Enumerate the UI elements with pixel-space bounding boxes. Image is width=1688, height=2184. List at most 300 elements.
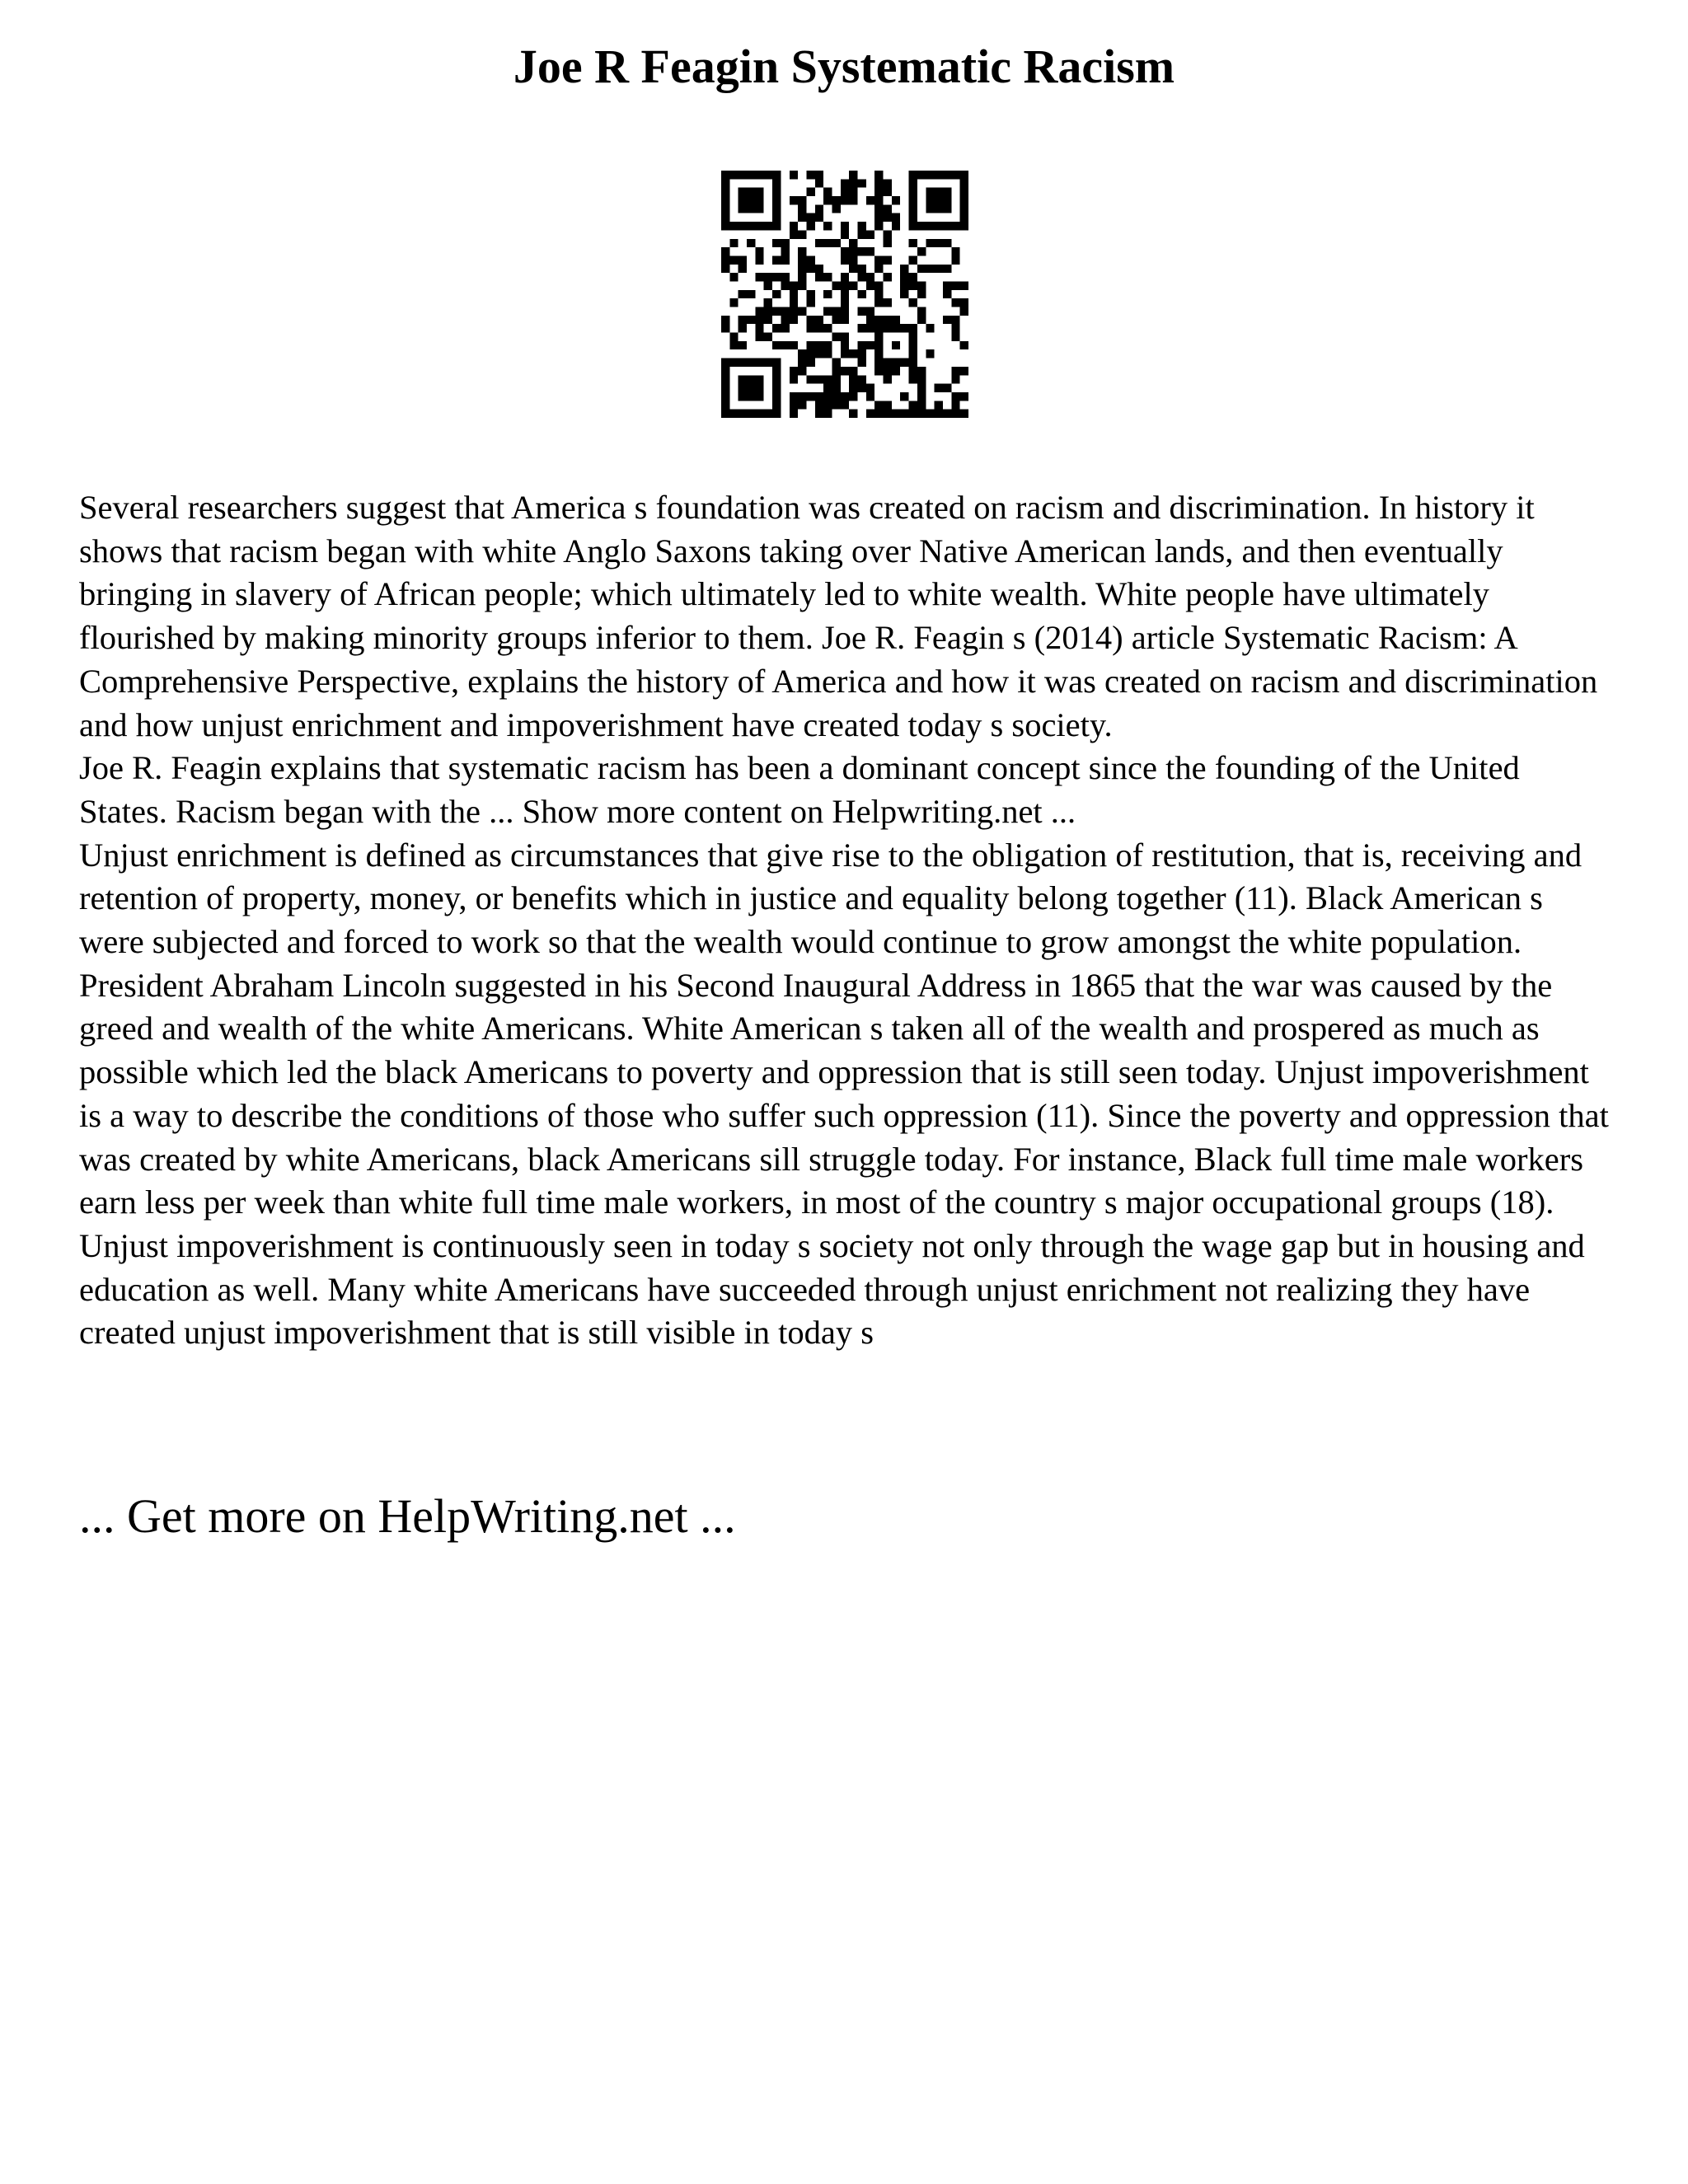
- qr-module: [832, 204, 840, 213]
- qr-module: [747, 290, 755, 298]
- qr-module: [798, 273, 806, 281]
- qr-module: [909, 349, 917, 358]
- qr-module: [866, 230, 874, 238]
- qr-module: [935, 222, 943, 230]
- qr-module: [935, 384, 943, 392]
- qr-module: [823, 290, 832, 298]
- qr-module: [823, 410, 832, 418]
- qr-module: [917, 265, 926, 273]
- qr-module: [951, 316, 959, 324]
- qr-module: [738, 204, 747, 213]
- qr-module: [874, 196, 883, 204]
- qr-module: [721, 401, 729, 409]
- qr-module: [841, 401, 849, 409]
- qr-module: [884, 401, 892, 409]
- qr-module: [823, 307, 832, 316]
- qr-module: [884, 188, 892, 196]
- qr-module: [858, 179, 866, 187]
- qr-module: [874, 265, 883, 273]
- qr-module: [960, 367, 968, 375]
- qr-module: [781, 273, 789, 281]
- qr-module: [738, 222, 747, 230]
- qr-module: [772, 392, 781, 401]
- qr-module: [943, 196, 951, 204]
- qr-module: [926, 204, 934, 213]
- qr-module: [832, 281, 840, 289]
- paragraph-systematic-racism-text: Joe R. Feagin explains that systematic racism has been a dominant concept since the founding of the United States. Racism began with the ... Show more content on Helpwriting.net ...: [79, 749, 1520, 830]
- qr-module: [747, 359, 755, 367]
- qr-module: [858, 222, 866, 230]
- qr-module: [849, 196, 857, 204]
- qr-module: [909, 222, 917, 230]
- qr-module: [917, 290, 926, 298]
- qr-module: [874, 255, 883, 264]
- qr-module: [815, 392, 823, 401]
- qr-module: [858, 273, 866, 281]
- qr-module: [892, 316, 900, 324]
- qr-module: [858, 349, 866, 358]
- qr-module: [815, 171, 823, 179]
- qr-module: [926, 196, 934, 204]
- qr-module: [832, 196, 840, 204]
- qr-module: [866, 341, 874, 349]
- qr-module: [832, 359, 840, 367]
- qr-module: [874, 298, 883, 307]
- qr-module: [798, 392, 806, 401]
- qr-module: [935, 401, 943, 409]
- qr-module: [892, 213, 900, 222]
- qr-module: [806, 316, 814, 324]
- qr-module: [874, 188, 883, 196]
- qr-module: [738, 316, 747, 324]
- qr-module: [926, 324, 934, 332]
- qr-module: [755, 171, 763, 179]
- qr-module: [917, 384, 926, 392]
- qr-module: [772, 179, 781, 187]
- qr-module: [781, 281, 789, 289]
- qr-module: [900, 281, 908, 289]
- qr-module: [832, 316, 840, 324]
- qr-module: [874, 290, 883, 298]
- qr-module: [874, 341, 883, 349]
- qr-module: [892, 222, 900, 230]
- qr-module: [798, 281, 806, 289]
- qr-module: [858, 324, 866, 332]
- qr-module: [823, 196, 832, 204]
- paragraph-unjust-enrichment: Unjust enrichment is defined as circumstances that give rise to the obligation of restitution, that is, receiving and retention of property, money, or benefits which in justice and equality belong together (11). Black American s were subjected and forced to work so that the wealth would continue to grow amongst the white population. President Abraham Lincoln suggested in his Second Inaugural Address in 1865 that the war was caused by the greed and wealth of the white Americans. White American s taken all of the wealth and prospered as much as possible which led the black Americans to poverty and oppression that is still seen today. Unjust impoverishment is a way to describe the conditions of those who suffer such oppression (11). Since the poverty and oppression that was created by white Americans, black Americans sill struggle today. For instance, Black full time male workers earn less per week than white full time male workers, in most of the country s major occupational groups (18). Unjust impoverishment is continuously seen in today s society not only through the wage gap but in housing and education as well. Many white Americans have succeeded through unjust enrichment not realizing they have created unjust impoverishment that is still visible in today s: [79, 836, 1609, 1352]
- qr-module: [815, 204, 823, 213]
- qr-module: [900, 290, 908, 298]
- qr-module: [790, 281, 798, 289]
- qr-module: [790, 316, 798, 324]
- qr-module: [798, 213, 806, 222]
- qr-module: [790, 307, 798, 316]
- qr-module: [874, 349, 883, 358]
- qr-module: [790, 367, 798, 375]
- qr-module: [900, 410, 908, 418]
- qr-module: [841, 341, 849, 349]
- qr-module: [815, 273, 823, 281]
- qr-module: [781, 341, 789, 349]
- qr-module: [884, 255, 892, 264]
- qr-module: [721, 222, 729, 230]
- qr-module: [884, 375, 892, 383]
- qr-module: [806, 188, 814, 196]
- qr-module: [747, 410, 755, 418]
- qr-module: [874, 222, 883, 230]
- qr-code-icon[interactable]: [721, 171, 968, 418]
- qr-module: [841, 333, 849, 341]
- qr-module: [841, 230, 849, 238]
- qr-module: [798, 230, 806, 238]
- qr-module: [951, 401, 959, 409]
- qr-module: [935, 196, 943, 204]
- qr-module: [729, 239, 738, 247]
- qr-module: [790, 222, 798, 230]
- qr-module: [772, 188, 781, 196]
- qr-module: [806, 213, 814, 222]
- qr-module: [764, 171, 772, 179]
- qr-module: [874, 281, 883, 289]
- qr-module: [721, 204, 729, 213]
- qr-module: [806, 375, 814, 383]
- qr-module: [892, 341, 900, 349]
- qr-module: [764, 316, 772, 324]
- qr-module: [798, 367, 806, 375]
- qr-module: [772, 410, 781, 418]
- qr-module: [900, 273, 908, 281]
- qr-module: [772, 324, 781, 332]
- qr-module: [755, 255, 763, 264]
- qr-module: [866, 273, 874, 281]
- qr-module: [798, 204, 806, 213]
- qr-module: [841, 222, 849, 230]
- qr-module: [917, 367, 926, 375]
- qr-module: [849, 375, 857, 383]
- page-title: Joe R Feagin Systematic Racism: [513, 40, 1175, 93]
- qr-module: [943, 188, 951, 196]
- qr-module: [738, 341, 747, 349]
- qr-module: [909, 179, 917, 187]
- qr-module: [790, 290, 798, 298]
- qr-module: [798, 247, 806, 255]
- qr-module: [815, 401, 823, 409]
- qr-module: [841, 281, 849, 289]
- get-more-link[interactable]: ... Get more on HelpWriting.net ...: [79, 1489, 736, 1543]
- qr-module: [790, 298, 798, 307]
- qr-module: [755, 307, 763, 316]
- qr-module: [721, 367, 729, 375]
- qr-module: [900, 265, 908, 273]
- qr-module: [738, 188, 747, 196]
- qr-module: [738, 290, 747, 298]
- qr-module: [866, 410, 874, 418]
- qr-module: [849, 349, 857, 358]
- qr-module: [815, 410, 823, 418]
- qr-module: [935, 171, 943, 179]
- qr-module: [917, 247, 926, 255]
- qr-module: [738, 265, 747, 273]
- qr-module: [909, 333, 917, 341]
- qr-module: [790, 375, 798, 383]
- qr-module: [721, 247, 729, 255]
- qr-module: [772, 290, 781, 298]
- qr-module: [874, 333, 883, 341]
- qr-module: [874, 316, 883, 324]
- qr-module: [721, 316, 729, 324]
- qr-module: [884, 298, 892, 307]
- qr-module: [926, 171, 934, 179]
- qr-module: [909, 196, 917, 204]
- qr-module: [772, 375, 781, 383]
- qr-module: [917, 401, 926, 409]
- qr-module: [815, 213, 823, 222]
- qr-module: [884, 273, 892, 281]
- qr-module: [738, 410, 747, 418]
- qr-module: [755, 247, 763, 255]
- qr-module: [772, 367, 781, 375]
- qr-module: [935, 265, 943, 273]
- qr-module: [909, 273, 917, 281]
- qr-module: [798, 265, 806, 273]
- qr-module: [790, 171, 798, 179]
- qr-module: [729, 333, 738, 341]
- qr-module: [866, 324, 874, 332]
- qr-module: [738, 255, 747, 264]
- qr-module: [866, 281, 874, 289]
- qr-module: [884, 213, 892, 222]
- qr-module: [823, 222, 832, 230]
- qr-module: [858, 265, 866, 273]
- qr-module: [764, 307, 772, 316]
- qr-module: [892, 359, 900, 367]
- qr-module: [815, 179, 823, 187]
- qr-module: [755, 384, 763, 392]
- qr-module: [917, 375, 926, 383]
- qr-module: [874, 324, 883, 332]
- qr-module: [917, 316, 926, 324]
- qr-module: [884, 316, 892, 324]
- qr-module: [951, 171, 959, 179]
- qr-module: [926, 239, 934, 247]
- qr-module: [858, 384, 866, 392]
- qr-code-graphic: [721, 171, 968, 418]
- qr-module: [884, 359, 892, 367]
- qr-module: [729, 273, 738, 281]
- qr-module: [755, 375, 763, 383]
- qr-module: [721, 196, 729, 204]
- qr-module: [935, 204, 943, 213]
- qr-module: [832, 375, 840, 383]
- qr-module: [747, 196, 755, 204]
- qr-module: [764, 281, 772, 289]
- qr-module: [841, 196, 849, 204]
- qr-module: [721, 255, 729, 264]
- qr-module: [909, 188, 917, 196]
- qr-module: [747, 384, 755, 392]
- qr-module: [823, 392, 832, 401]
- qr-module: [772, 359, 781, 367]
- qr-module: [755, 316, 763, 324]
- qr-module: [772, 273, 781, 281]
- qr-module: [755, 204, 763, 213]
- qr-module: [798, 401, 806, 409]
- qr-module: [884, 230, 892, 238]
- qr-module: [806, 298, 814, 307]
- qr-module: [951, 375, 959, 383]
- qr-module: [866, 196, 874, 204]
- qr-module: [874, 179, 883, 187]
- qr-module: [764, 359, 772, 367]
- qr-module: [790, 196, 798, 204]
- qr-module: [874, 171, 883, 179]
- qr-module: [849, 410, 857, 418]
- qr-module: [738, 171, 747, 179]
- qr-module: [721, 188, 729, 196]
- qr-module: [721, 324, 729, 332]
- qr-module: [943, 410, 951, 418]
- qr-module: [781, 316, 789, 324]
- qr-module: [772, 196, 781, 204]
- qr-module: [823, 239, 832, 247]
- qr-module: [935, 239, 943, 247]
- qr-module: [781, 239, 789, 247]
- qr-module: [951, 392, 959, 401]
- qr-module: [884, 204, 892, 213]
- qr-module: [832, 384, 840, 392]
- qr-module: [764, 273, 772, 281]
- qr-module: [926, 410, 934, 418]
- qr-module: [832, 392, 840, 401]
- qr-module: [909, 375, 917, 383]
- qr-module: [849, 247, 857, 255]
- qr-module: [823, 273, 832, 281]
- qr-module: [755, 392, 763, 401]
- qr-module: [943, 290, 951, 298]
- qr-module: [960, 222, 968, 230]
- qr-module: [960, 188, 968, 196]
- qr-module: [858, 247, 866, 255]
- qr-module: [960, 196, 968, 204]
- qr-module: [951, 367, 959, 375]
- qr-module: [841, 392, 849, 401]
- qr-module: [951, 298, 959, 307]
- qr-module: [823, 375, 832, 383]
- qr-module: [832, 239, 840, 247]
- qr-module: [951, 333, 959, 341]
- qr-module: [806, 171, 814, 179]
- qr-module: [755, 333, 763, 341]
- qr-module: [951, 247, 959, 255]
- qr-module: [755, 196, 763, 204]
- qr-module: [866, 316, 874, 324]
- qr-module: [832, 307, 840, 316]
- qr-module: [858, 375, 866, 383]
- qr-module: [917, 410, 926, 418]
- qr-module: [909, 359, 917, 367]
- qr-module: [892, 196, 900, 204]
- qr-module: [841, 298, 849, 307]
- qr-module: [738, 392, 747, 401]
- qr-module: [841, 316, 849, 324]
- qr-module: [790, 230, 798, 238]
- qr-module: [729, 359, 738, 367]
- qr-module: [721, 392, 729, 401]
- qr-module: [900, 359, 908, 367]
- qr-module: [909, 367, 917, 375]
- qr-module: [960, 179, 968, 187]
- qr-module: [781, 247, 789, 255]
- qr-module: [823, 349, 832, 358]
- qr-module: [841, 273, 849, 281]
- qr-module: [841, 188, 849, 196]
- qr-module: [721, 375, 729, 383]
- qr-module: [815, 375, 823, 383]
- qr-module: [815, 265, 823, 273]
- qr-module: [738, 359, 747, 367]
- qr-module: [832, 333, 840, 341]
- qr-module: [755, 273, 763, 281]
- qr-module: [721, 410, 729, 418]
- qr-module: [755, 359, 763, 367]
- qr-module: [909, 401, 917, 409]
- qr-module: [858, 341, 866, 349]
- qr-module: [943, 316, 951, 324]
- qr-module: [815, 349, 823, 358]
- qr-module: [790, 341, 798, 349]
- qr-module: [747, 316, 755, 324]
- qr-module: [849, 188, 857, 196]
- qr-module: [943, 239, 951, 247]
- qr-module: [755, 222, 763, 230]
- qr-module: [721, 359, 729, 367]
- qr-module: [884, 324, 892, 332]
- qr-module: [729, 222, 738, 230]
- qr-module: [926, 188, 934, 196]
- qr-module: [960, 171, 968, 179]
- qr-module: [747, 239, 755, 247]
- qr-module: [772, 171, 781, 179]
- qr-module: [721, 179, 729, 187]
- qr-module: [874, 359, 883, 367]
- qr-module: [900, 324, 908, 332]
- qr-module: [866, 392, 874, 401]
- qr-module: [858, 307, 866, 316]
- qr-module: [909, 239, 917, 247]
- qr-module: [798, 349, 806, 358]
- qr-module: [849, 255, 857, 264]
- qr-module: [874, 204, 883, 213]
- qr-module: [849, 239, 857, 247]
- qr-module: [900, 392, 908, 401]
- qr-module: [943, 222, 951, 230]
- qr-module: [747, 375, 755, 383]
- qr-module: [841, 349, 849, 358]
- qr-module: [738, 196, 747, 204]
- qr-module: [798, 255, 806, 264]
- qr-module: [951, 281, 959, 289]
- qr-module: [721, 265, 729, 273]
- qr-module: [874, 367, 883, 375]
- qr-module: [858, 230, 866, 238]
- qr-module: [892, 367, 900, 375]
- qr-module: [738, 384, 747, 392]
- qr-module: [858, 359, 866, 367]
- qr-module: [909, 281, 917, 289]
- qr-module: [943, 204, 951, 213]
- qr-module: [721, 384, 729, 392]
- qr-module: [764, 298, 772, 307]
